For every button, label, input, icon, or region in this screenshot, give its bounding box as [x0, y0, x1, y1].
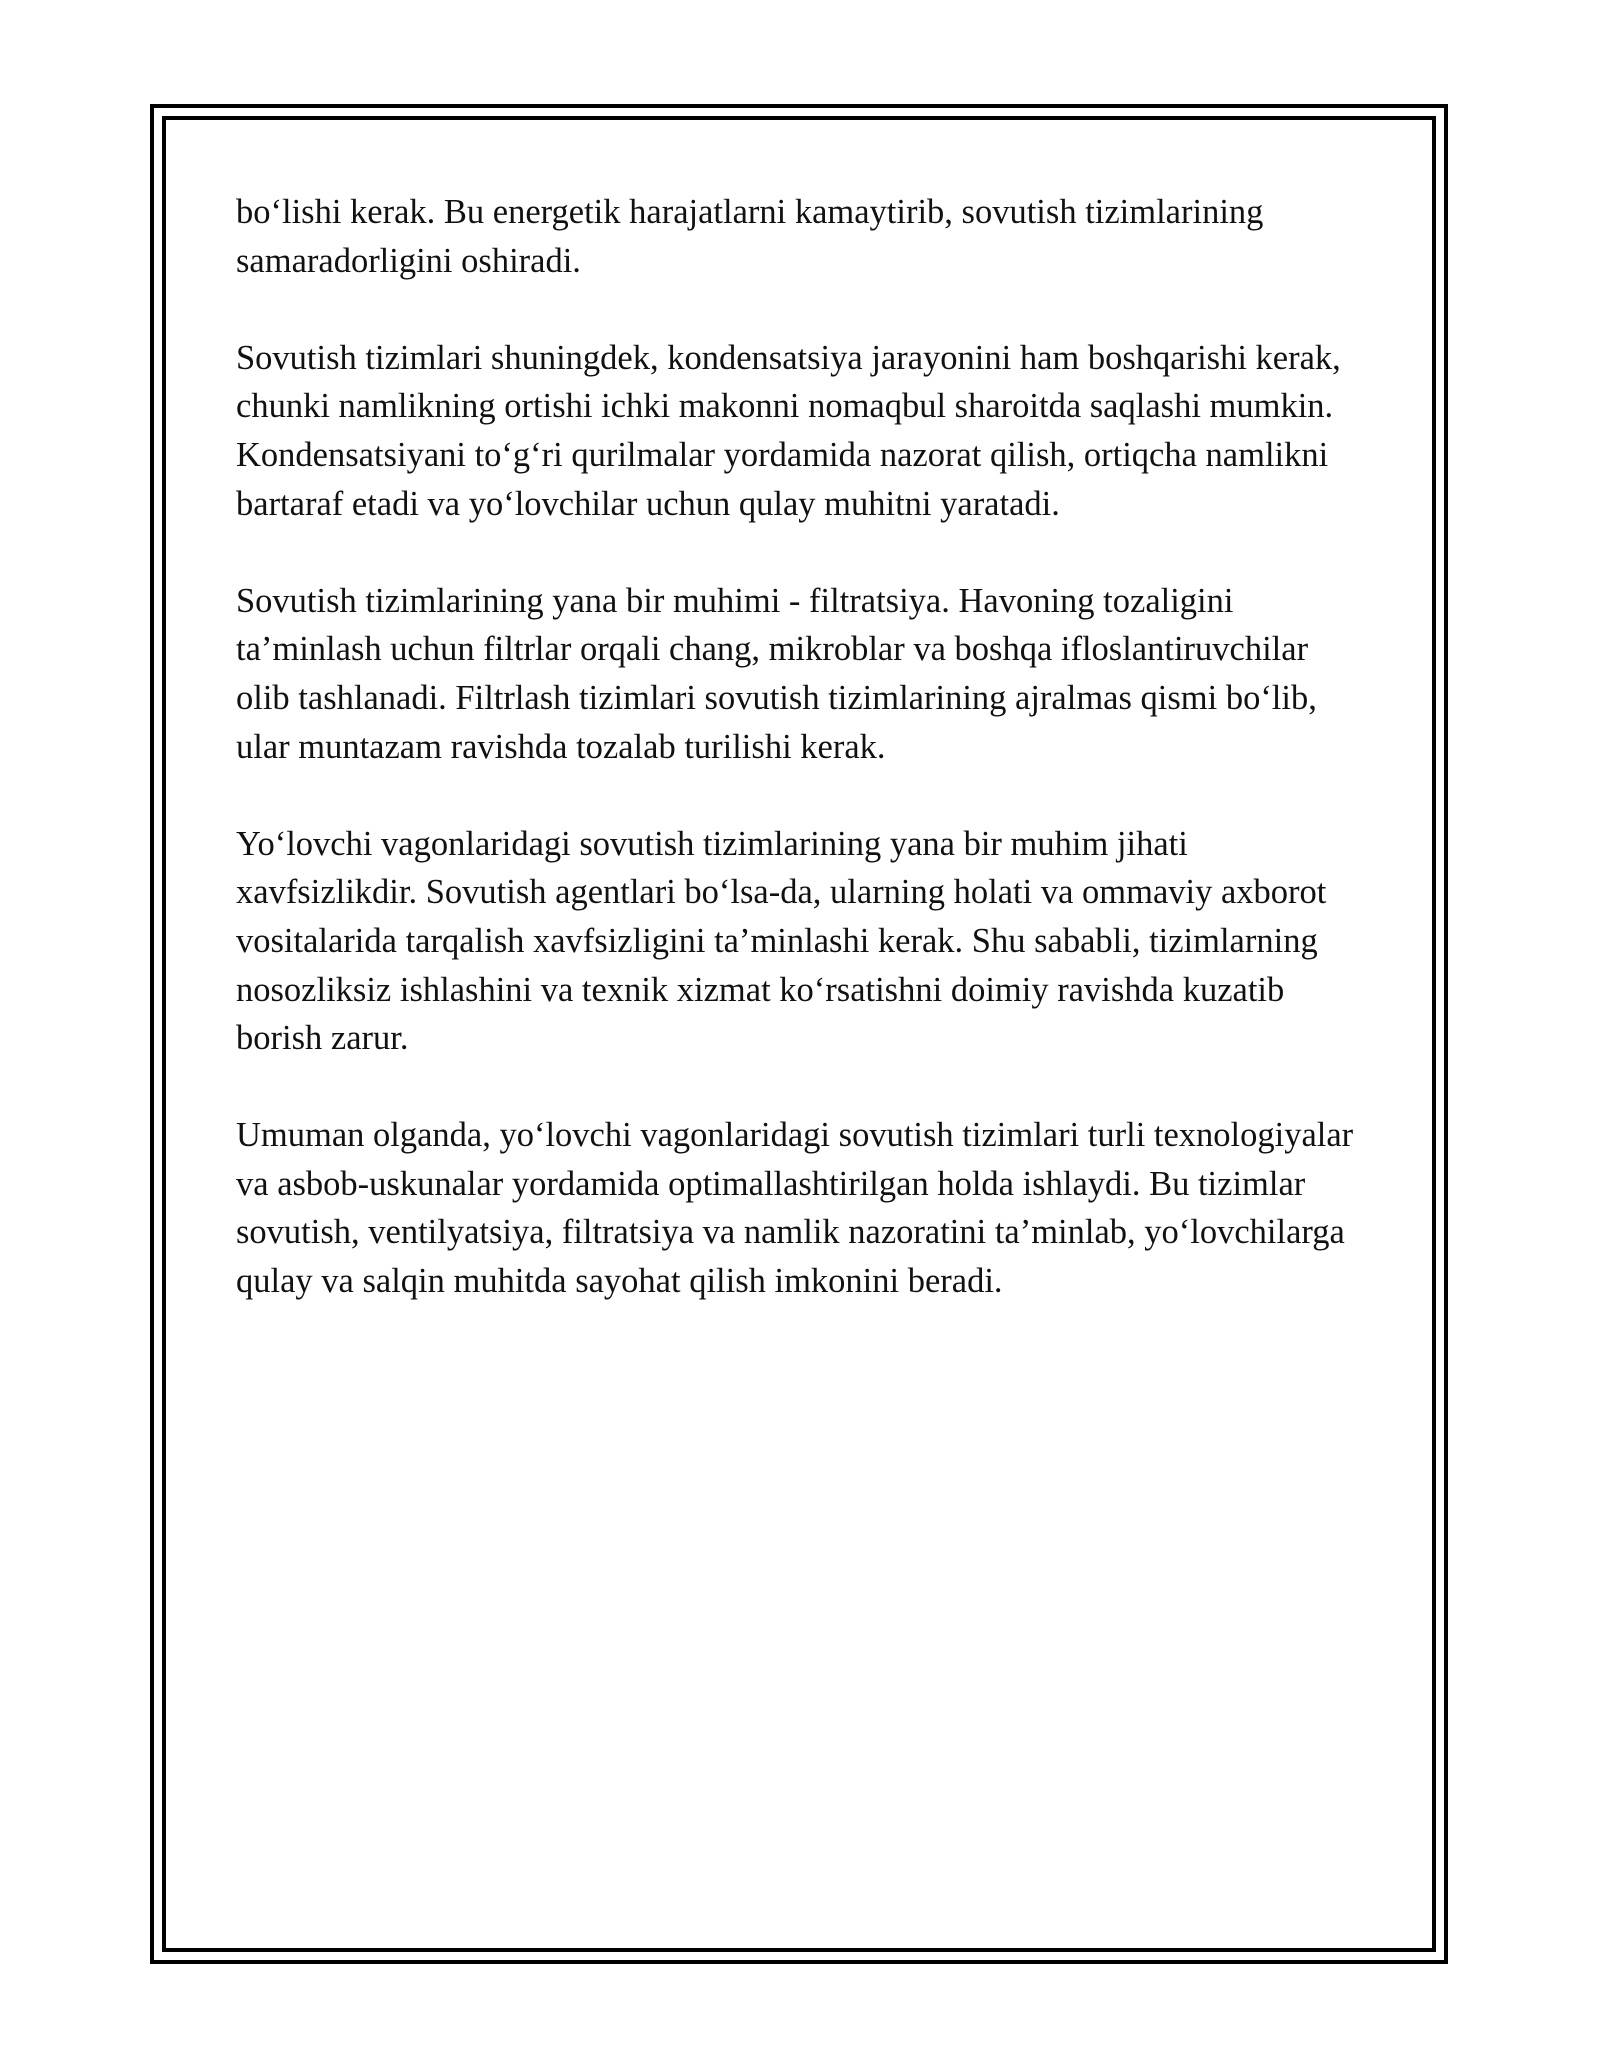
paragraph-1: bo‘lishi kerak. Bu energetik harajatlarni kamaytirib, sovutish tizimlarining samaradorligini oshiradi. — [236, 193, 1264, 280]
paragraph-5: Umuman olganda, yo‘lovchi vagonlaridagi sovutish tizimlari turli texnologiyalar va asbob-uskunalar yordamida optimallashtirilgan holda ishlaydi. Bu tizimlar sovutish, ventilyatsiya, filtratsiya va namlik nazoratini ta’minlab, yo‘lovchilarga qulay va salqin muhitda sayohat qilish imkonini beradi. — [236, 1116, 1354, 1301]
paragraph-2: Sovutish tizimlari shuningdek, kondensatsiya jarayonini ham boshqarishi kerak, chunki namlikning ortishi ichki makonni nomaqbul sharoitda saqlashi mumkin. Kondensatsiyani to‘g‘ri qurilmalar yordamida nazorat qilish, ortiqcha namlikni bartaraf etadi va yo‘lovchilar uchun qulay muhitni yaratadi. — [236, 338, 1341, 523]
document-body — [236, 188, 1366, 1354]
paragraph-3: Sovutish tizimlarining yana bir muhimi - filtratsiya. Havoning tozaligini ta’minlash uchun filtrlar orqali chang, mikroblar va boshqa ifloslantiruvchilar olib tashlanadi. Filtrlash tizimlari sovutish tizimlarining ajralmas qismi bo‘lib, ular muntazam ravishda tozalab turilishi kerak. — [236, 581, 1317, 766]
paragraph-4: Yo‘lovchi vagonlaridagi sovutish tizimlarining yana bir muhim jihati xavfsizlikdir. Sovutish agentlari bo‘lsa-da, ularning holati va ommaviy axborot vositalarida tarqalish xavfsizligini ta’minlashi kerak. Shu sababli, tizimlarning nosozliksiz ishlashini va texnik xizmat ko‘rsatishni doimiy ravishda kuzatib borish zarur. — [236, 824, 1327, 1058]
